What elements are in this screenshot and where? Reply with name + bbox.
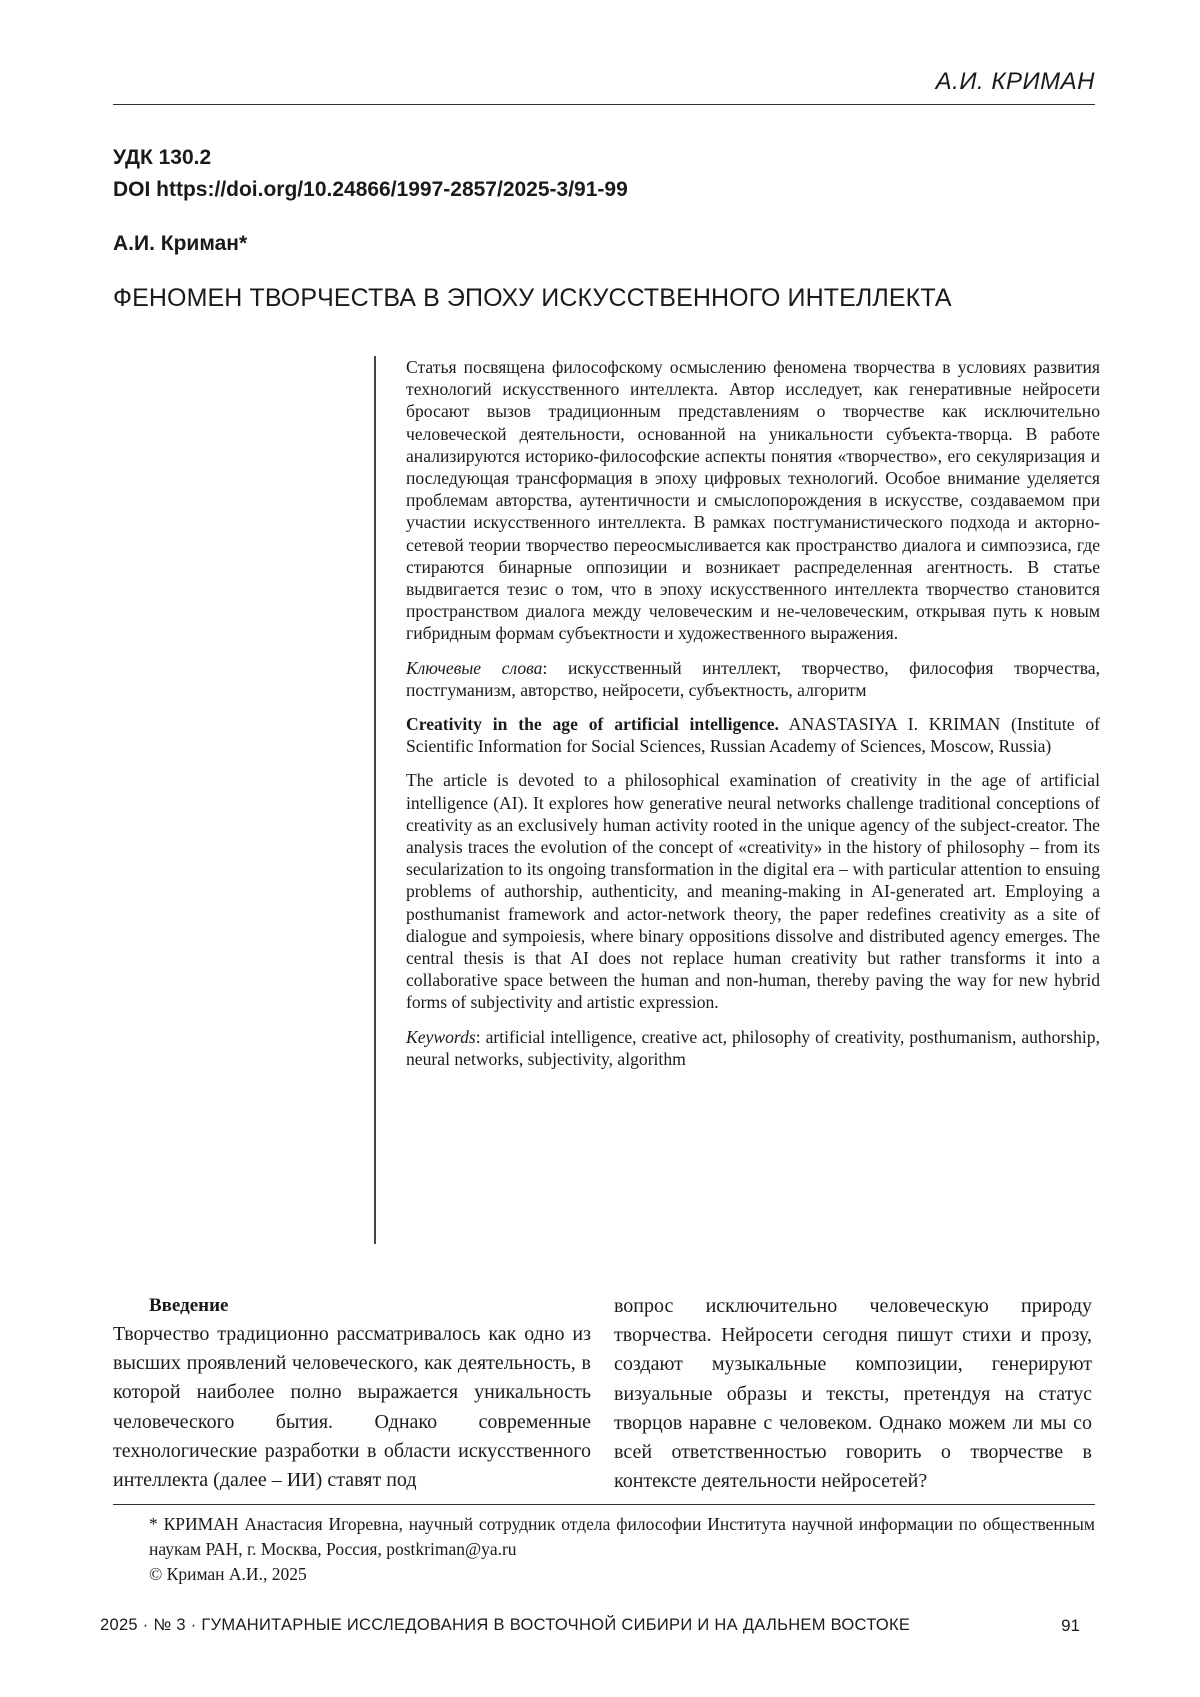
body-paragraph-left: Творчество традиционно рассматривалось как одно из высших проявлений человеческого, как деятельность, в которой наиболее полно выражается уникальность человеческого бытия. Однако современные технологические разработки в области искусственного интеллекта (далее – ИИ) ставят под [113, 1323, 591, 1492]
keywords-en-list: : artificial intelligence, creative act, philosophy of creativity, posthumanism, authorship, neural networks, subjectivity, algorithm [406, 1026, 1100, 1069]
footnote-divider [113, 1504, 1095, 1505]
body-column-left [113, 1292, 591, 1495]
keywords-en-label: Keywords [406, 1026, 476, 1047]
english-title: Creativity in the age of artificial intelligence. [406, 714, 779, 735]
keywords-ru [406, 657, 1100, 701]
keywords-ru-label: Ключевые слова [406, 657, 543, 678]
author-name: А.И. Криман* [113, 232, 248, 255]
english-affiliation: ANASTASIYA I. KRIMAN (Institute of Scientific Information for Social Sciences, Russian Academy of Sciences, Moscow, Russia) [406, 714, 1100, 757]
body-column-right [614, 1292, 1092, 1496]
header-divider [113, 104, 1095, 105]
keywords-en [406, 1026, 1100, 1070]
section-heading-introduction: Введение [149, 1295, 229, 1316]
footnote [113, 1512, 1095, 1587]
keywords-ru-list: : искусственный интеллект, творчество, философия творчества, постгуманизм, авторство, нейросети, субъектность, алгоритм [406, 657, 1101, 700]
article-title: ФЕНОМЕН ТВОРЧЕСТВА В ЭПОХУ ИСКУССТВЕННОГО ИНТЕЛЛЕКТА [113, 284, 952, 312]
body-paragraph-right: вопрос исключительно человеческую природу творчества. Нейросети сегодня пишут стихи и прозу, создают музыкальные композиции, генерируют визуальные образы и тексты, претендуя на статус творцов наравне с человеком. Однако можем ли мы со всей ответственностью говорить о творчестве в контексте деятельности нейросетей? [614, 1295, 1092, 1493]
udk-code: УДК 130.2 [113, 146, 212, 169]
running-head: А.И. КРИМАН [935, 68, 1095, 95]
footnote-copyright: © Криман А.И., 2025 [149, 1564, 307, 1584]
abstract-block [374, 356, 1100, 1244]
abstract-en-heading [406, 713, 1100, 757]
journal-footer: 2025 · № 3 · ГУМАНИТАРНЫЕ ИССЛЕДОВАНИЯ В ВОСТОЧНОЙ СИБИРИ И НА ДАЛЬНЕМ ВОСТОКЕ [100, 1616, 911, 1634]
footnote-author-info: * КРИМАН Анастасия Игоревна, научный сотрудник отдела философии Института научной информации по общественным наукам РАН, г. Москва, Россия, postkriman@ya.ru [149, 1514, 1095, 1559]
abstract-en: The article is devoted to a philosophical examination of creativity in the age of artificial intelligence (AI). It explores how generative neural networks challenge traditional conceptions of creativity as an exclusively human activity rooted in the unique agency of the subject-creator. The analysis traces the evolution of the concept of «creativity» in the history of philosophy – from its secularization to its ongoing transformation in the digital era – with particular attention to ensuing problems of authorship, authenticity, and meaning-making in AI-generated art. Employing a posthumanist framework and actor-network theory, the paper redefines creativity as a site of dialogue and sympoiesis, where binary oppositions dissolve and distributed agency emerges. The central thesis is that AI does not replace human creativity but rather transforms it into a collaborative space between the human and non-human, thereby paving the way for new hybrid forms of subjectivity and artistic expression. [406, 770, 1100, 1013]
doi-link[interactable]: DOI https://doi.org/10.24866/1997-2857/2025-3/91-99 [113, 178, 628, 201]
abstract-ru: Статья посвящена философскому осмыслению феномена творчества в условиях развития технологий искусственного интеллекта. Автор исследует, как генеративные нейросети бросают вызов традиционным представлениям о творчестве как исключительно человеческой деятельности, основанной на уникальности субъекта-творца. В работе анализируются историко-философские аспекты понятия «творчество», его секуляризация и последующая трансформация в эпоху цифровых технологий. Особое внимание уделяется проблемам авторства, аутентичности и смыслопорождения в искусстве, создаваемом при участии искусственного интеллекта. В рамках постгуманистического подхода и акторно-сетевой теории творчество переосмысливается как пространство диалога и симпоэзиса, где стираются бинарные оппозиции и возникает распределенная агентность. В статье выдвигается тезис о том, что в эпоху искусственного интеллекта творчество становится пространством диалога между человеческим и не-человеческим, открывая путь к новым гибридным формам субъектности и художественного выражения. [406, 357, 1100, 644]
page-number: 91 [1061, 1616, 1080, 1635]
